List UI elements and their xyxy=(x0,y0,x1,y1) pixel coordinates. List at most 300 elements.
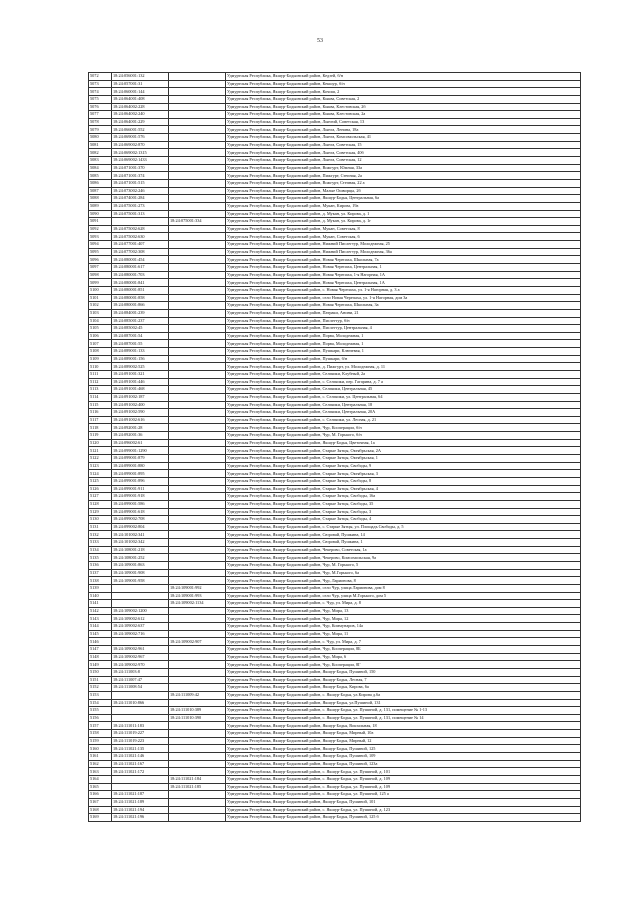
row-number-cell: 5124 xyxy=(89,470,112,478)
row-number-cell: 5095 xyxy=(89,248,112,256)
cadastral-number-cell: 18:24:099001:618 xyxy=(112,508,169,516)
cadastral-number-secondary-cell xyxy=(169,806,226,814)
address-cell: Удмуртская Республика, Якшур-Бодьинский район, Сельчики, Центральная, 18 xyxy=(226,401,581,409)
address-cell: Удмуртская Республика, Якшур-Бодьинский район, Чекерово, Комсомольская, 9а xyxy=(226,554,581,562)
cadastral-number-secondary-cell xyxy=(169,760,226,768)
address-cell: Удмуртская Республика, Якшур-Бодьинский район, Якшур-Бодья, Лесная, 7 xyxy=(226,676,581,684)
cadastral-number-secondary-cell xyxy=(169,401,226,409)
cadastral-number-cell: 18:24:108001:218 xyxy=(112,546,169,554)
table-row xyxy=(89,684,581,692)
cadastral-number-cell: 18:24:071001:374 xyxy=(112,172,169,180)
address-cell: Удмуртская Республика, Якшур-Бодьинский район, Мукан, Кирова, 19а xyxy=(226,202,581,210)
cadastral-number-cell: 18:24:109001:958 xyxy=(112,577,169,585)
cadastral-number-secondary-cell xyxy=(169,477,226,485)
address-cell: Удмуртская Республика, Якшур-Бодьинский район, Чур, Коммунаров, 14а xyxy=(226,623,581,631)
address-cell: Удмуртская Республика, Якшур-Бодьинский район, Новая Черепаха, Школьная, 7а xyxy=(226,256,581,264)
cadastral-number-cell: 18:24:066001:552 xyxy=(112,126,169,134)
cadastral-number-secondary-cell xyxy=(169,493,226,501)
row-number-cell: 5168 xyxy=(89,806,112,814)
row-number-cell: 5099 xyxy=(89,279,112,287)
cadastral-number-secondary-cell xyxy=(169,562,226,570)
address-cell: Удмуртская Республика, Якшур-Бодьинский район, д. Мукан, ул. Кирова, д. 1г xyxy=(226,218,581,226)
table-row xyxy=(89,577,581,585)
address-cell: Удмуртская Республика, Якшур-Бодьинский район, Старые Зятцы, Октябрьская, 3 xyxy=(226,470,581,478)
cadastral-number-secondary-cell xyxy=(169,768,226,776)
table-row xyxy=(89,699,581,707)
cadastral-number-cell: 18:24:069002:1433 xyxy=(112,157,169,165)
table-row xyxy=(89,309,581,317)
address-cell: Удмуртская Республика, Якшур-Бодьинский район, Новая Черепаха, Школьная, 3а xyxy=(226,302,581,310)
table-row xyxy=(89,386,581,394)
cadastral-number-cell: 18:24:109002:637 xyxy=(112,623,169,631)
table-row xyxy=(89,737,581,745)
cadastral-number-cell: 18:24:109001:863 xyxy=(112,562,169,570)
row-number-cell: 5118 xyxy=(89,424,112,432)
row-number-cell: 5152 xyxy=(89,684,112,692)
address-cell: Удмуртская Республика, Якшур-Бодьинский район, с. Якшур-Бодья, ул. Пушиной, д. 109 xyxy=(226,783,581,791)
table-row xyxy=(89,111,581,119)
table-row xyxy=(89,439,581,447)
cadastral-number-secondary-cell xyxy=(169,134,226,142)
cadastral-number-cell: 18:24:091002:400 xyxy=(112,401,169,409)
cadastral-number-cell: 18:24:092001:28 xyxy=(112,424,169,432)
cadastral-number-cell: 18:24:111011:183 xyxy=(112,722,169,730)
table-row xyxy=(89,279,581,287)
address-cell: Удмуртская Республика, Якшур-Бодьинский район, Чур, Мира, 11 xyxy=(226,630,581,638)
address-cell: Удмуртская Республика, Якшур-Бодьинский район, Вожгурт, Степная, 22 а xyxy=(226,179,581,187)
row-number-cell: 5117 xyxy=(89,416,112,424)
address-cell: Удмуртская Республика, Якшур-Бодьинский район, Сельчики, Центральная, 45 xyxy=(226,386,581,394)
row-number-cell: 5105 xyxy=(89,325,112,333)
cadastral-number-cell: 18:24:111021:194 xyxy=(112,806,169,814)
address-cell: Удмуртская Республика, Якшур-Бодьинский район, Якшур-Бодья, Центральная, 6а xyxy=(226,195,581,203)
cadastral-number-secondary-cell xyxy=(169,294,226,302)
address-cell: Удмуртская Республика, Якшур-Бодьинский район, Сельчики, Центральная, 20А xyxy=(226,409,581,417)
table-row xyxy=(89,332,581,340)
cadastral-number-cell: 18:24:087001:55 xyxy=(112,340,169,348)
address-cell: Удмуртская Республика, Якшур-Бодьинский район, Вожгурт, Южная, 33а xyxy=(226,164,581,172)
cadastral-number-secondary-cell xyxy=(169,355,226,363)
address-cell: Удмуртская Республика, Якшур-Бодьинский район, Якшур-Бодья, Кирова, 6а xyxy=(226,684,581,692)
row-number-cell: 5164 xyxy=(89,775,112,783)
row-number-cell: 5079 xyxy=(89,126,112,134)
address-cell: Удмуртская Республика, Якшур-Бодьинский район, Лынга, Советская, 15 xyxy=(226,141,581,149)
table-row xyxy=(89,546,581,554)
cadastral-number-secondary-cell xyxy=(169,225,226,233)
address-cell: Удмуртская Республика, Якшур-Бодьинский район, с. Чур, ул. Мира, д. 7 xyxy=(226,638,581,646)
row-number-cell: 5093 xyxy=(89,233,112,241)
address-cell: Удмуртская Республика, Якшур-Бодьинский район, Пижгурт, Степная, 2а xyxy=(226,172,581,180)
table-row xyxy=(89,317,581,325)
row-number-cell: 5108 xyxy=(89,348,112,356)
cadastral-number-secondary-cell xyxy=(169,653,226,661)
cadastral-number-secondary-cell xyxy=(169,447,226,455)
row-number-cell: 5157 xyxy=(89,722,112,730)
cadastral-number-secondary-cell: 18:24:109001:992 xyxy=(169,584,226,592)
table-row xyxy=(89,248,581,256)
cadastral-number-cell: 18:24:111021:146 xyxy=(112,753,169,761)
cadastral-number-cell: 18:24:111007:47 xyxy=(112,676,169,684)
cadastral-number-cell: 18:24:091001:446 xyxy=(112,378,169,386)
cadastral-number-cell: 18:24:111008:54 xyxy=(112,684,169,692)
address-cell: Удмуртская Республика, Якшур-Бодьинский район, Лынга, Советская, 12 xyxy=(226,157,581,165)
registry-table xyxy=(88,72,581,822)
row-number-cell: 5102 xyxy=(89,302,112,310)
table-row xyxy=(89,218,581,226)
address-cell: Удмуртская Республика, Якшур-Бодьинский район, с. Чур, ул. Мира, д. 8 xyxy=(226,600,581,608)
row-number-cell: 5154 xyxy=(89,699,112,707)
address-cell: Удмуртская Республика, Якшур-Бодьинский район, Лынга, Комсомольская, 41 xyxy=(226,134,581,142)
cadastral-number-secondary-cell: 18:24:111021:185 xyxy=(169,783,226,791)
cadastral-number-secondary-cell xyxy=(169,409,226,417)
cadastral-number-cell xyxy=(112,600,169,608)
table-row xyxy=(89,179,581,187)
cadastral-number-cell: 18:24:109001:908 xyxy=(112,569,169,577)
table-row xyxy=(89,416,581,424)
cadastral-number-secondary-cell xyxy=(169,286,226,294)
address-cell: Удмуртская Республика, Якшур-Бодьинский район, Якшур-Бодья, Пушиной, 125 xyxy=(226,745,581,753)
row-number-cell: 5100 xyxy=(89,286,112,294)
table-row xyxy=(89,355,581,363)
address-cell: Удмуртская Республика, Якшур-Бодьинский район, Кыква, Клестовская, 2б xyxy=(226,103,581,111)
cadastral-number-cell: 18:24:064002:228 xyxy=(112,103,169,111)
address-cell: Удмуртская Республика, Якшур-Бодьинский район, Старые Зятцы, Свободы, 8 xyxy=(226,477,581,485)
row-number-cell: 5146 xyxy=(89,638,112,646)
cadastral-number-cell: 18:24:099001:1290 xyxy=(112,447,169,455)
table-row xyxy=(89,477,581,485)
row-number-cell: 5078 xyxy=(89,118,112,126)
address-cell: Удмуртская Республика, Якшур-Бодьинский район, Якшур-Бодья, Пушиной, 125 б xyxy=(226,814,581,822)
cadastral-number-cell: 18:24:099002:708 xyxy=(112,516,169,524)
row-number-cell: 5163 xyxy=(89,768,112,776)
table-row xyxy=(89,80,581,88)
table-row xyxy=(89,623,581,631)
cadastral-number-cell: 18:24:060001:144 xyxy=(112,88,169,96)
cadastral-number-cell: 18:24:099001:895 xyxy=(112,470,169,478)
cadastral-number-secondary-cell xyxy=(169,668,226,676)
row-number-cell: 5158 xyxy=(89,730,112,738)
table-row xyxy=(89,164,581,172)
cadastral-number-cell: 18:24:089001:156 xyxy=(112,355,169,363)
cadastral-number-cell: 18:24:109002:612 xyxy=(112,615,169,623)
table-row xyxy=(89,118,581,126)
table-row xyxy=(89,447,581,455)
address-cell: Удмуртская Республика, Якшур-Бодьинский район, Якшур-Бодья, Мирный, 12 xyxy=(226,737,581,745)
cadastral-number-secondary-cell xyxy=(169,195,226,203)
row-number-cell: 5130 xyxy=(89,516,112,524)
address-cell: Удмуртская Республика, Якшур-Бодьинский район, с. Якшур-Бодья, ул. Пушиной, д. 123 xyxy=(226,806,581,814)
cadastral-number-cell: 18:24:091002:616 xyxy=(112,416,169,424)
table-row xyxy=(89,470,581,478)
row-number-cell: 5165 xyxy=(89,783,112,791)
cadastral-number-cell: 18:24:099001:879 xyxy=(112,455,169,463)
cadastral-number-secondary-cell xyxy=(169,737,226,745)
cadastral-number-cell: 18:24:091002:187 xyxy=(112,393,169,401)
address-cell: Удмуртская Республика, Якшур-Бодьинский район, Старые Зятцы, Свободы, 9 xyxy=(226,462,581,470)
cadastral-number-secondary-cell xyxy=(169,332,226,340)
row-number-cell: 5103 xyxy=(89,309,112,317)
cadastral-number-secondary-cell xyxy=(169,623,226,631)
cadastral-number-secondary-cell xyxy=(169,202,226,210)
table-row xyxy=(89,103,581,111)
table-row xyxy=(89,370,581,378)
table-row xyxy=(89,691,581,699)
row-number-cell: 5088 xyxy=(89,195,112,203)
cadastral-number-secondary-cell xyxy=(169,340,226,348)
table-row xyxy=(89,455,581,463)
address-cell: Удмуртская Республика, Якшур-Бодьинский район, Чур, Ларионова, 8 xyxy=(226,577,581,585)
cadastral-number-secondary-cell xyxy=(169,753,226,761)
table-row xyxy=(89,149,581,157)
row-number-cell: 5127 xyxy=(89,493,112,501)
row-number-cell: 5131 xyxy=(89,523,112,531)
cadastral-number-secondary-cell xyxy=(169,699,226,707)
cadastral-number-cell: 18:24:071001:370 xyxy=(112,164,169,172)
row-number-cell: 5161 xyxy=(89,753,112,761)
table-row xyxy=(89,798,581,806)
cadastral-number-cell: 18:24:075001:313 xyxy=(112,210,169,218)
row-number-cell: 5137 xyxy=(89,569,112,577)
cadastral-number-cell: 18:24:080001:454 xyxy=(112,256,169,264)
cadastral-number-secondary-cell xyxy=(169,309,226,317)
table-row xyxy=(89,210,581,218)
cadastral-number-cell: 18:24:077002:308 xyxy=(112,248,169,256)
cadastral-number-cell: 18:24:080001:858 xyxy=(112,294,169,302)
cadastral-number-cell: 18:24:109002:961 xyxy=(112,646,169,654)
cadastral-number-cell: 18:24:099001:896 xyxy=(112,477,169,485)
cadastral-number-secondary-cell xyxy=(169,363,226,371)
cadastral-number-secondary-cell xyxy=(169,531,226,539)
cadastral-number-cell: 18:24:099001:911 xyxy=(112,485,169,493)
cadastral-number-cell: 18:24:074001:284 xyxy=(112,195,169,203)
cadastral-number-secondary-cell xyxy=(169,80,226,88)
table-row xyxy=(89,646,581,654)
cadastral-number-secondary-cell xyxy=(169,179,226,187)
row-number-cell: 5134 xyxy=(89,546,112,554)
cadastral-number-secondary-cell xyxy=(169,164,226,172)
row-number-cell: 5135 xyxy=(89,554,112,562)
table-row xyxy=(89,225,581,233)
address-cell: Удмуртская Республика, Якшур-Бодьинский район, с. Сельчики, ул. Лесная, д. 21 xyxy=(226,416,581,424)
row-number-cell: 5098 xyxy=(89,271,112,279)
row-number-cell: 5072 xyxy=(89,73,112,81)
row-number-cell: 5083 xyxy=(89,157,112,165)
cadastral-number-secondary-cell xyxy=(169,302,226,310)
address-cell: Удмуртская Республика, Якшур-Бодьинский район, Якшур-Бодья, Пушиной, 150 xyxy=(226,668,581,676)
table-row xyxy=(89,638,581,646)
cadastral-number-secondary-cell xyxy=(169,317,226,325)
row-number-cell: 5112 xyxy=(89,378,112,386)
address-cell: Удмуртская Республика, Якшур-Бодьинский район, Пислегтур, Центральная, 4 xyxy=(226,325,581,333)
table-row xyxy=(89,286,581,294)
table-row xyxy=(89,378,581,386)
cadastral-number-secondary-cell: 18:24:111021:184 xyxy=(169,775,226,783)
table-row xyxy=(89,126,581,134)
cadastral-number-secondary-cell: 18:24:109002:907 xyxy=(169,638,226,646)
cadastral-number-secondary-cell xyxy=(169,577,226,585)
row-number-cell: 5122 xyxy=(89,455,112,463)
cadastral-number-secondary-cell xyxy=(169,508,226,516)
cadastral-number-secondary-cell xyxy=(169,730,226,738)
cadastral-number-cell: 18:24:087001:54 xyxy=(112,332,169,340)
table-row xyxy=(89,95,581,103)
row-number-cell: 5141 xyxy=(89,600,112,608)
cadastral-number-cell: 18:24:091001:321 xyxy=(112,370,169,378)
table-row xyxy=(89,302,581,310)
row-number-cell: 5129 xyxy=(89,508,112,516)
address-cell: Удмуртская Республика, Якшур-Бодьинский район, село Новая Черепаха, ул. 1-я Нагорная, дом 3а xyxy=(226,294,581,302)
row-number-cell: 5075 xyxy=(89,95,112,103)
cadastral-number-secondary-cell xyxy=(169,325,226,333)
table-row xyxy=(89,432,581,440)
row-number-cell: 5140 xyxy=(89,592,112,600)
table-row xyxy=(89,775,581,783)
table-row xyxy=(89,707,581,715)
table-row xyxy=(89,409,581,417)
cadastral-number-secondary-cell xyxy=(169,271,226,279)
table-row xyxy=(89,554,581,562)
row-number-cell: 5113 xyxy=(89,386,112,394)
cadastral-number-secondary-cell xyxy=(169,439,226,447)
cadastral-number-cell: 18:24:109002:967 xyxy=(112,653,169,661)
row-number-cell: 5110 xyxy=(89,363,112,371)
address-cell: Удмуртская Республика, Якшур-Бодьинский район, Кочиш, 2 xyxy=(226,88,581,96)
cadastral-number-cell: 18:24:084001:239 xyxy=(112,309,169,317)
address-cell: Удмуртская Республика, Якшур-Бодьинский район, Якшур-Бодья, Цветочная, 1а xyxy=(226,439,581,447)
table-row xyxy=(89,600,581,608)
address-cell: Удмуртская Республика, Якшур-Бодьинский район, Чур, М. Горького, б/н xyxy=(226,432,581,440)
cadastral-number-secondary-cell: 18:24:109002:1134 xyxy=(169,600,226,608)
table-row xyxy=(89,462,581,470)
row-number-cell: 5125 xyxy=(89,477,112,485)
cadastral-number-cell: 18:24:111021:135 xyxy=(112,745,169,753)
row-number-cell: 5097 xyxy=(89,264,112,272)
address-cell: Удмуртская Республика, Якшур-Бодьинский район, Якшур-Бодья, ул.Пушиной, 131 xyxy=(226,699,581,707)
address-cell: Удмуртская Республика, Якшур-Бодьинский район, Якшур-Бодья, Мирный, 10а xyxy=(226,730,581,738)
address-cell: Удмуртская Республика, Якшур-Бодьинский район, село Чур, улица Ларионова, дом 8 xyxy=(226,584,581,592)
address-cell: Удмуртская Республика, Якшур-Бодьинский район, Якшур-Бодья, Вокзальная, 18 xyxy=(226,722,581,730)
cadastral-number-cell: 18:24:089001:133 xyxy=(112,348,169,356)
cadastral-number-secondary-cell xyxy=(169,661,226,669)
page-number: 53 xyxy=(317,38,323,44)
row-number-cell: 5094 xyxy=(89,241,112,249)
cadastral-number-secondary-cell xyxy=(169,646,226,654)
cadastral-number-cell xyxy=(112,691,169,699)
cadastral-number-cell xyxy=(112,592,169,600)
row-number-cell: 5159 xyxy=(89,737,112,745)
address-cell: Удмуртская Республика, Якшур-Бодьинский район, Пислегтур, б/н xyxy=(226,317,581,325)
address-cell: Удмуртская Республика, Якшур-Бодьинский район, Порва, Молодежная, 1 xyxy=(226,332,581,340)
row-number-cell: 5077 xyxy=(89,111,112,119)
cadastral-number-cell: 18:24:099001:880 xyxy=(112,462,169,470)
cadastral-number-secondary-cell xyxy=(169,172,226,180)
table-row xyxy=(89,676,581,684)
address-cell: Удмуртская Республика, Якшур-Бодьинский район, Якшур-Бодья, Пушиной, 123а xyxy=(226,760,581,768)
row-number-cell: 5090 xyxy=(89,210,112,218)
cadastral-number-secondary-cell xyxy=(169,187,226,195)
row-number-cell: 5149 xyxy=(89,661,112,669)
address-cell: Удмуртская Республика, Якшур-Бодьинский район, Чур, Мира, 12 xyxy=(226,615,581,623)
cadastral-number-cell xyxy=(112,783,169,791)
address-cell: Удмуртская Республика, Якшур-Бодьинский район, Малые Ошворцы, 2б xyxy=(226,187,581,195)
address-cell: Удмуртская Республика, Якшур-Бодьинский район, Мукан, Советская, 6 xyxy=(226,233,581,241)
address-cell: Удмуртская Республика, Якшур-Бодьинский район, с. Якшур-Бодья, ул. Пушиной, д. 131, помещение № 14 xyxy=(226,714,581,722)
row-number-cell: 5123 xyxy=(89,462,112,470)
cadastral-number-secondary-cell xyxy=(169,516,226,524)
row-number-cell: 5104 xyxy=(89,317,112,325)
row-number-cell: 5169 xyxy=(89,814,112,822)
cadastral-number-secondary-cell xyxy=(169,241,226,249)
table-row xyxy=(89,630,581,638)
table-row xyxy=(89,500,581,508)
table-row xyxy=(89,424,581,432)
cadastral-number-cell: 18:24:091002:590 xyxy=(112,409,169,417)
row-number-cell: 5153 xyxy=(89,691,112,699)
row-number-cell: 5086 xyxy=(89,179,112,187)
cadastral-number-secondary-cell xyxy=(169,210,226,218)
cadastral-number-secondary-cell xyxy=(169,798,226,806)
cadastral-number-secondary-cell xyxy=(169,264,226,272)
address-cell: Удмуртская Республика, Якшур-Бодьинский район, Старые Зятцы, Свободы, 35 xyxy=(226,500,581,508)
address-cell: Удмуртская Республика, Якшур-Бодьинский район, Лынга, Ленина, 18а xyxy=(226,126,581,134)
table-row xyxy=(89,88,581,96)
cadastral-number-secondary-cell xyxy=(169,378,226,386)
row-number-cell: 5084 xyxy=(89,164,112,172)
row-number-cell: 5136 xyxy=(89,562,112,570)
cadastral-number-secondary-cell: 18:24:111010:390 xyxy=(169,714,226,722)
cadastral-number-cell xyxy=(112,584,169,592)
registry-table-body xyxy=(89,73,581,822)
row-number-cell: 5132 xyxy=(89,531,112,539)
row-number-cell: 5155 xyxy=(89,707,112,715)
address-cell: Удмуртская Республика, Якшур-Бодьинский район, Сюровай, Пушкина, 14 xyxy=(226,531,581,539)
table-row xyxy=(89,393,581,401)
cadastral-number-cell: 18:24:064002:240 xyxy=(112,111,169,119)
row-number-cell: 5162 xyxy=(89,760,112,768)
cadastral-number-secondary-cell xyxy=(169,546,226,554)
address-cell: Удмуртская Республика, Якшур-Бодьинский район, Старые Зятцы, Свободы, 3 xyxy=(226,508,581,516)
row-number-cell: 5150 xyxy=(89,668,112,676)
cadastral-number-cell xyxy=(112,775,169,783)
cadastral-number-cell: 18:24:075002:628 xyxy=(112,225,169,233)
row-number-cell: 5073 xyxy=(89,80,112,88)
cadastral-number-secondary-cell xyxy=(169,233,226,241)
cadastral-number-cell: 18:24:096002:61 xyxy=(112,439,169,447)
table-row xyxy=(89,592,581,600)
table-row xyxy=(89,271,581,279)
cadastral-number-cell: 18:24:111021:172 xyxy=(112,768,169,776)
address-cell: Удмуртская Республика, Якшур-Бодьинский район, Лынга, Советская, 40б xyxy=(226,149,581,157)
address-cell: Удмуртская Республика, Якшур-Бодьинский район, Новая Черепаха, Центральная, 1 xyxy=(226,264,581,272)
cadastral-number-secondary-cell xyxy=(169,424,226,432)
table-row xyxy=(89,523,581,531)
table-row xyxy=(89,714,581,722)
table-row xyxy=(89,760,581,768)
cadastral-number-cell: 18:24:080001:866 xyxy=(112,302,169,310)
cadastral-number-cell: 18:24:111021:189 xyxy=(112,798,169,806)
cadastral-number-cell: 18:24:101002:342 xyxy=(112,539,169,547)
row-number-cell: 5121 xyxy=(89,447,112,455)
cadastral-number-secondary-cell xyxy=(169,523,226,531)
row-number-cell: 5085 xyxy=(89,172,112,180)
cadastral-number-cell: 18:24:080001:703 xyxy=(112,271,169,279)
cadastral-number-cell: 18:24:075002:630 xyxy=(112,233,169,241)
table-row xyxy=(89,157,581,165)
cadastral-number-secondary-cell xyxy=(169,607,226,615)
cadastral-number-cell: 18:24:057001:31 xyxy=(112,80,169,88)
table-row xyxy=(89,661,581,669)
table-row xyxy=(89,569,581,577)
